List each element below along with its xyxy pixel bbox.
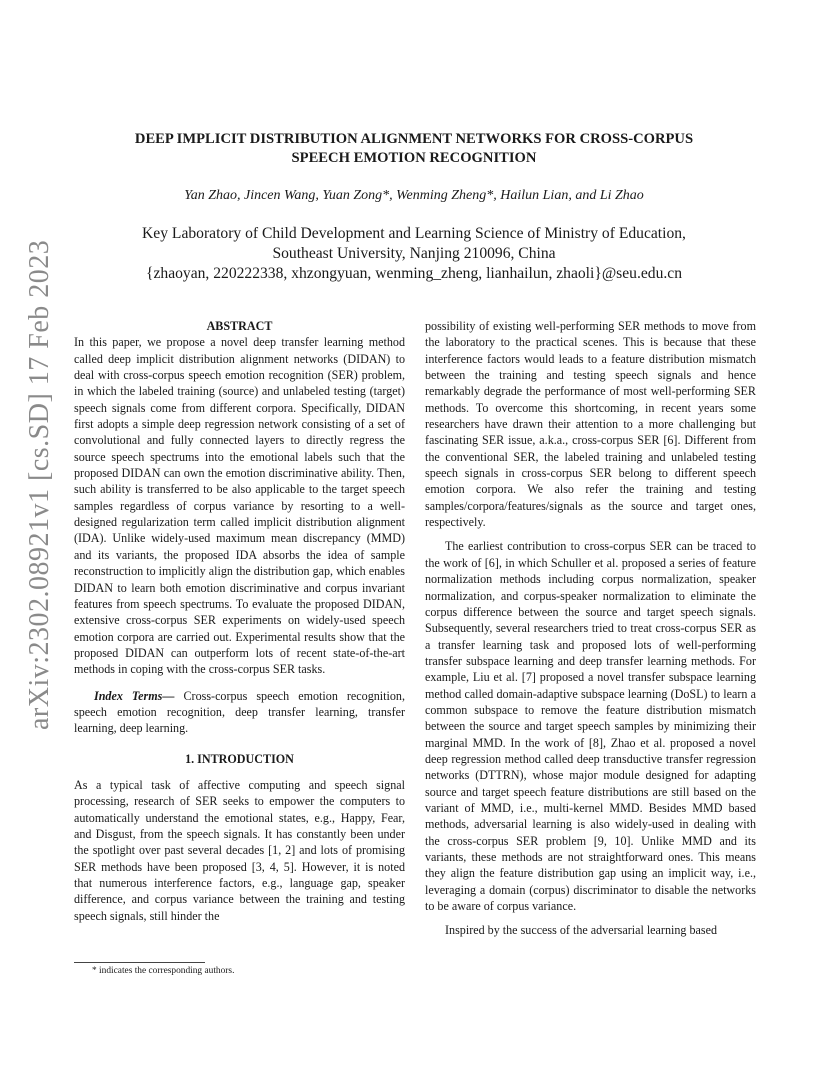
title-line-1: DEEP IMPLICIT DISTRIBUTION ALIGNMENT NETWORKS FOR CROSS-CORPUS [134,131,694,147]
footnote: * indicates the corresponding authors. [92,966,235,976]
arxiv-identifier: arXiv:2302.08921v1 [cs.SD] 17 Feb 2023 [24,239,55,730]
intro-paragraph-3: Inspired by the success of the adversarial learning based [445,923,718,938]
intro-paragraph-2: The earliest contribution to cross-corpus SER can be traced to the work of [6], in which Schuller et al. proposed a series of feature normalization methods including corpus normalization, speaker normalization, and corpus-speaker normalization to eliminate the corpus difference between the source and target speech signals. Subsequently, several researchers tried to treat cross-corpus SER as a transfer learning task and proposed lots of well-performing transfer subspace learning and deep transfer learning methods. For example, Liu et al. [7] proposed a novel transfer subspace learning method called domain-adaptive subspace learning (DoSL) to learn a common subspace to remove the feature distribution mismatch between the source and target speech samples by minimizing their marginal MMD. In the work of [8], Zhao et al. proposed a novel deep regression method called deep transductive transfer regression networks (DTTRN), whose major module designed for adapting source and target speech feature distributions are still based on the variant of MMD, i.e., multi-kernel MMD. Besides MMD based methods, adversarial learning is also widely-used in dealing with the cross-corpus SER problem [9, 10]. Unlike MMD and its variants, these methods are not straightforward ones. This means they align the feature distribution gap using an implicit way, i.e., leveraging a domain (corpus) discriminator to disable the networks to be aware of corpus variance. [425,539,756,914]
author-list: Yan Zhao, Jincen Wang, Yuan Zong*, Wenming Zheng*, Hailun Lian, and Li Zhao [184,188,644,203]
affiliation [74,224,754,284]
email-line: {zhaoyan, 220222338, xhzongyuan, wenming_zheng, lianhailun, zhaoli}@seu.edu.cn [146,265,682,282]
affiliation-line-2: Southeast University, Nanjing 210096, China [272,245,556,262]
paper-title [90,130,738,168]
abstract-text: In this paper, we propose a novel deep transfer learning method called deep implicit distribution alignment networks (DIDAN) to deal with cross-corpus speech emotion recognition (SER) problem, in which the labeled training (source) and unlabeled testing (target) speech signals come from different corpora. Specifically, DIDAN first adopts a simple deep regression network consisting of a set of convolutional and fully connected layers to directly regress the source speech spectrums into the emotional labels such that the proposed DIDAN can own the emotion discriminative ability. Then, such ability is transferred to be also applicable to the target speech samples regardless of corpus variance by resorting to a well-designed regularization term called implicit distribution alignment (IDA). Unlike widely-used maximum mean discrepancy (MMD) and its variants, the proposed IDA absorbs the idea of sample reconstruction to implicitly align the distribution gap, which enables DIDAN to learn both emotion discriminative and corpus invariant features from speech spectrums. To evaluate the proposed DIDAN, extensive cross-corpus SER experiments on widely-used speech emotion corpora are carried out. Experimental results show that the proposed DIDAN can outperform lots of recent state-of-the-art methods in coping with the cross-corpus SER tasks. [74,335,405,677]
footnote-rule [74,962,205,963]
intro-paragraph-1-continued: possibility of existing well-performing SER methods to move from the laboratory to the practical scenes. This is because that these interference factors would leads to a feature distribution mismatch between the training and testing speech signals and hence remarkably degrade the performance of most well-performing SER methods. To overcome this shortcoming, in recent years some researchers have drawn their attention to a more challenging but fascinating SER issue, a.k.a., cross-corpus SER [6]. Different from the conventional SER, the labeled training and unlabeled testing speech signals in cross-corpus SER belong to different speech emotion corpora. We also refer the training and testing samples/corpora/features/signals as the source and target ones, respectively. [425,319,756,530]
index-terms-label: Index Terms— [94,688,175,703]
abstract-heading: ABSTRACT [206,319,273,333]
intro-paragraph-1: As a typical task of affective computing and speech signal processing, research of SER seeks to empower the computers to automatically understand the emotional states, e.g., Happy, Fear, and Disgust, from the speech signals. It has constantly been under the spotlight over past several decades [1, 2] and lots of promising SER methods have been proposed [3, 4, 5]. However, it is noted that numerous interference factors, e.g., language gap, speaker difference, and corpus variance between the training and testing speech signals, still hinder the [74,777,405,923]
index-terms [74,688,405,737]
left-column [74,318,405,924]
affiliation-line-1: Key Laboratory of Child Development and Learning Science of Ministry of Education, [142,225,686,242]
index-terms-text: Cross-corpus speech emotion recognition, speech emotion recognition, deep transfer learning, transfer learning, deep learning. [74,688,405,736]
introduction-heading: 1. INTRODUCTION [185,751,294,766]
title-line-2: SPEECH EMOTION RECOGNITION [291,150,537,166]
right-column [425,318,756,939]
